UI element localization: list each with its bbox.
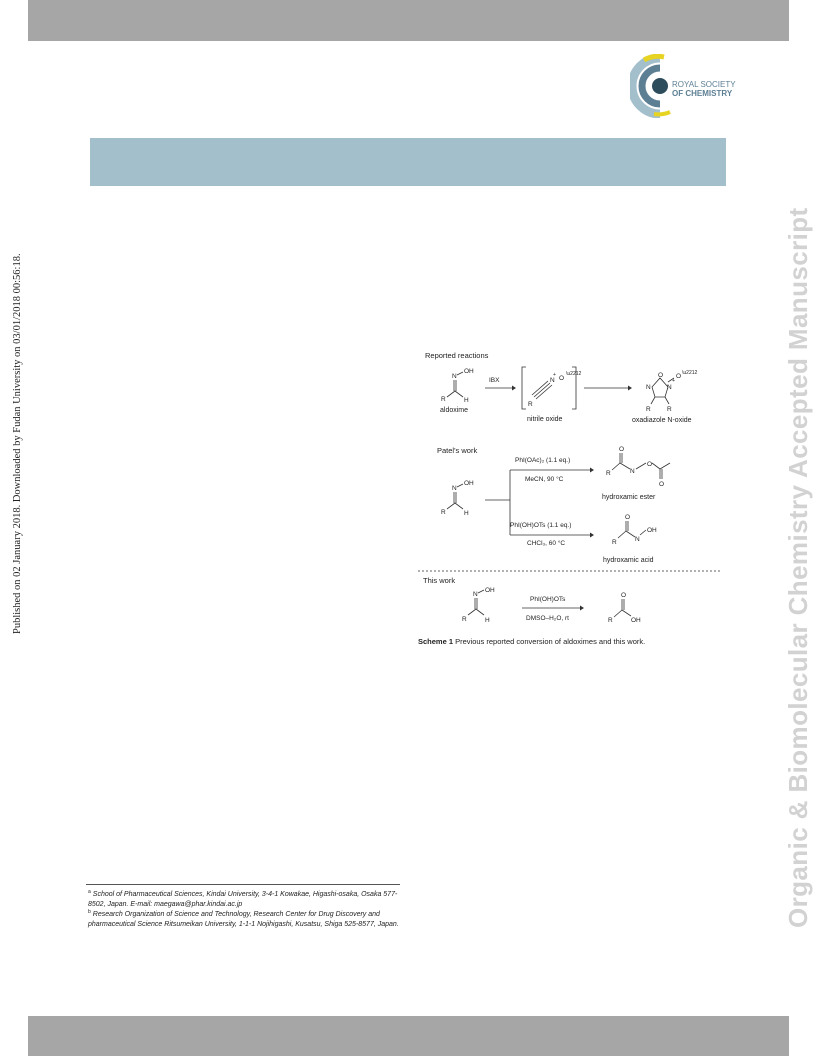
svg-text:R: R — [528, 401, 533, 408]
label-hydroxamic-acid: hydroxamic acid — [603, 557, 654, 564]
accepted-manuscript-watermark: Organic & Biomolecular Chemistry Accepted Manuscript — [783, 207, 813, 928]
rsc-logo — [630, 54, 736, 118]
svg-text:N: N — [452, 373, 457, 380]
svg-text:R: R — [608, 617, 613, 624]
svg-text:N: N — [667, 384, 672, 391]
hydroxamic-acid-structure — [618, 521, 646, 538]
label-hydroxamic-ester: hydroxamic ester — [602, 494, 656, 501]
cond-bot-2: CHCl₃, 60 °C — [527, 540, 566, 547]
reagent-ibx: IBX — [489, 377, 500, 384]
svg-text:N: N — [635, 536, 640, 543]
top-bar — [28, 0, 789, 41]
footnote-a-text: School of Pharmaceutical Sciences, Kindai University, 3-4-1 Kowakae, Higashi-osaka, Osaka 577-8502, Japan. E-mail: maegawa@phar.kindai.ac.jp — [88, 891, 398, 908]
footnote-a-mark: a — [88, 889, 91, 895]
publication-side-note: Published on 02 January 2018. Downloaded by Fudan University on 03/01/2018 00:56:18. — [12, 253, 23, 634]
scheme-figure — [410, 345, 740, 635]
svg-text:N: N — [646, 384, 651, 391]
label-aldoxime: aldoxime — [440, 407, 469, 414]
oxadiazole-structure — [651, 378, 674, 404]
footnote-b-mark: b — [88, 909, 91, 915]
svg-text:O: O — [619, 446, 625, 453]
cond-this-2: DMSO–H₂O, rt — [526, 615, 569, 622]
section-this-work: This work — [423, 576, 456, 585]
scheme-caption-label: Scheme 1 — [418, 637, 454, 646]
scheme-caption — [418, 637, 645, 646]
scheme-caption-text: Previous reported conversion of aldoximes and this work. — [453, 637, 646, 646]
svg-text:N: N — [630, 468, 635, 475]
svg-text:N: N — [550, 377, 555, 384]
svg-text:+: + — [672, 378, 675, 384]
svg-text:O: O — [658, 372, 664, 379]
svg-text:O: O — [659, 481, 665, 488]
hydroxamic-ester-structure — [612, 453, 670, 479]
svg-text:R: R — [606, 470, 611, 477]
cond-this-1: PhI(OH)OTs — [530, 596, 566, 603]
label-oxadiazole: oxadiazole N-oxide — [632, 417, 692, 424]
svg-text:R: R — [441, 396, 446, 403]
svg-text:\u2212: \u2212 — [566, 371, 582, 377]
svg-text:R: R — [462, 616, 467, 623]
svg-text:+: + — [553, 372, 556, 378]
bottom-bar — [28, 1016, 789, 1056]
svg-text:R: R — [667, 406, 672, 413]
svg-text:\u2212: \u2212 — [682, 370, 698, 376]
label-nitrile-oxide: nitrile oxide — [527, 416, 563, 423]
article-title-band — [90, 138, 726, 186]
logo-text-line2: OF CHEMISTRY — [672, 89, 733, 98]
svg-text:H: H — [464, 397, 469, 404]
svg-text:H: H — [485, 617, 490, 624]
section-patel: Patel's work — [437, 446, 478, 455]
footnote-rule — [86, 884, 400, 885]
svg-text:R: R — [441, 509, 446, 516]
cond-top-2: MeCN, 90 °C — [525, 476, 564, 483]
svg-text:O: O — [647, 461, 653, 468]
svg-text:OH: OH — [485, 587, 495, 594]
section-reported-reactions: Reported reactions — [425, 351, 489, 360]
svg-text:N: N — [452, 485, 457, 492]
cond-bot-1: PhI(OH)OTs (1.1 eq.) — [510, 522, 572, 529]
footnote-b — [88, 907, 408, 930]
svg-text:OH: OH — [631, 617, 641, 624]
svg-text:R: R — [646, 406, 651, 413]
svg-text:N: N — [473, 591, 478, 598]
footnote-b-text: Research Organization of Science and Technology, Research Center for Drug Discovery and pharmaceutical Science Ritsumeikan University, 1-1-1 Nojihigashi, Kusatsu, Shiga 525-8577, Japan. — [88, 911, 399, 928]
svg-text:R: R — [612, 539, 617, 546]
svg-text:O: O — [621, 592, 627, 599]
svg-text:H: H — [464, 510, 469, 517]
carboxylic-acid-structure — [614, 599, 631, 617]
cond-top-1: PhI(OAc)₂ (1.1 eq.) — [515, 457, 571, 464]
svg-text:OH: OH — [464, 368, 474, 375]
svg-text:O: O — [625, 514, 631, 521]
logo-text-line1: ROYAL SOCIETY — [672, 80, 736, 89]
svg-text:O: O — [559, 375, 565, 382]
svg-text:OH: OH — [464, 480, 474, 487]
svg-text:OH: OH — [647, 527, 657, 534]
svg-text:O: O — [676, 373, 682, 380]
